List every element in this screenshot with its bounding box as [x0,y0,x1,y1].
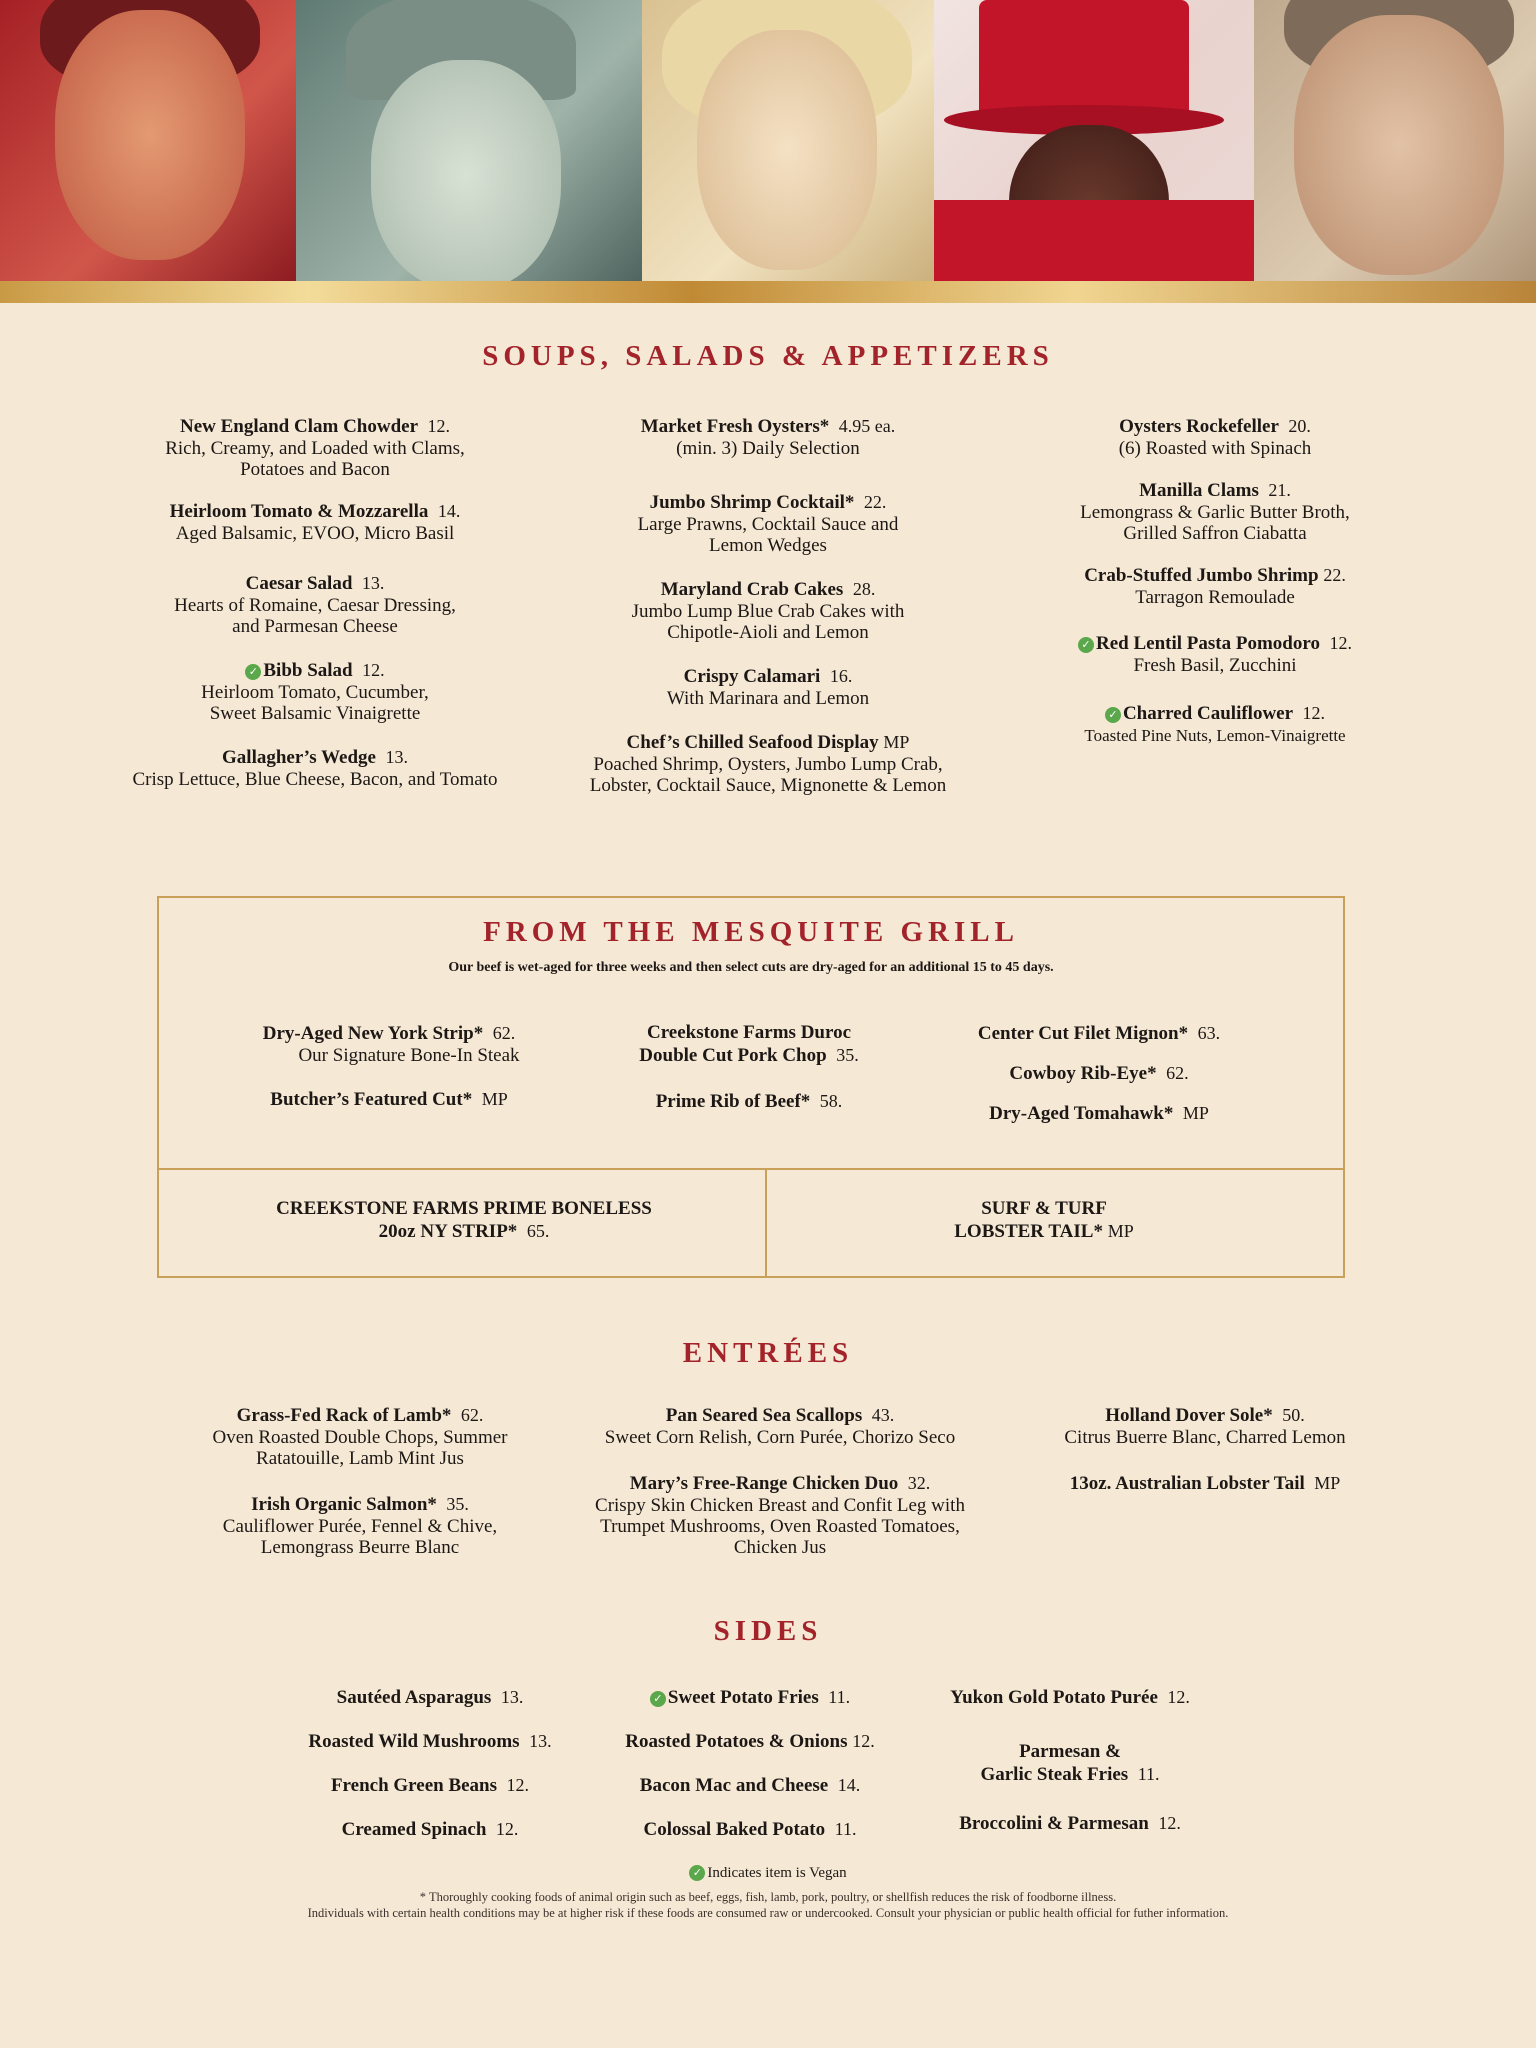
item-name: Roasted Wild Mushrooms [308,1731,520,1752]
leaf-icon: ✓ [689,1865,705,1881]
item-price: 12. [1167,1687,1190,1707]
item-description: Chipotle-Aioli and Lemon [667,622,869,643]
item-price: 11. [834,1819,857,1839]
item-price: 12. [427,416,451,436]
item-name: Sweet Potato Fries [667,1687,819,1708]
item-description: Fresh Basil, Zucchini [1133,655,1297,676]
item-price: 12. [506,1775,530,1795]
item-price: MP [1182,1103,1209,1123]
item-name: Creamed Spinach [341,1819,487,1840]
menu-item [1030,1404,1380,1448]
item-name: Parmesan & [1019,1741,1121,1762]
menu-item [100,659,530,724]
item-price: 12. [1158,1813,1181,1833]
item-name: Grass-Fed Rack of Lamb* [236,1405,452,1426]
item-description: Sweet Corn Relish, Corn Purée, Chorizo Seco [604,1427,956,1448]
item-description: Jumbo Lump Blue Crab Cakes with [631,601,905,622]
disclaimer-line-1: * Thoroughly cooking foods of animal origin such as beef, eggs, fish, lamb, pork, poultry, or shellfish reduces the risk of foodborne illness. [419,1890,1117,1904]
item-description: Sweet Balsamic Vinaigrette [209,703,421,724]
leaf-icon: ✓ [1105,707,1121,723]
item-price: 22. [863,492,887,512]
portrait-3 [642,0,934,281]
item-name: Maryland Crab Cakes [660,579,844,600]
item-name: New England Clam Chowder [179,416,419,437]
menu-item [949,1062,1249,1085]
item-name: SURF & TURF [981,1198,1107,1219]
item-price: 62. [492,1023,516,1043]
item-price: 12. [1329,633,1352,653]
item-description: Hearts of Romaine, Caesar Dressing, [174,595,456,616]
menu-item [290,1818,570,1862]
grill-column-3 [949,1022,1249,1125]
item-description: Citrus Buerre Blanc, Charred Lemon [1064,1427,1346,1448]
item-name: Bibb Salad [263,660,353,681]
item-name: Caesar Salad [245,573,353,594]
grill-box [157,896,1345,1278]
sides-section-title: SIDES [713,1615,823,1647]
soups-section-title: SOUPS, SALADS & APPETIZERS [482,340,1054,372]
item-price: 4.95 ea. [838,416,896,436]
item-name: Pan Seared Sea Scallops [665,1405,863,1426]
item-name: 20oz NY STRIP* [378,1221,518,1242]
item-price: 62. [1166,1063,1189,1083]
soups-column-2 [548,415,988,814]
item-price: 20. [1288,416,1311,436]
portrait-5 [1254,0,1536,281]
item-price: 13. [361,573,385,593]
item-name: French Green Beans [330,1775,498,1796]
item-name: Crispy Calamari [683,666,821,687]
grill-divider-horizontal [159,1168,1343,1170]
menu-item [920,1812,1220,1856]
menu-item [160,1493,560,1558]
menu-item [610,1730,890,1774]
menu-item [100,572,530,637]
item-price: MP [1107,1221,1134,1241]
portrait-2 [296,0,642,281]
menu-item [290,1730,570,1774]
item-description: Crisp Lettuce, Blue Cheese, Bacon, and Tomato [132,769,498,790]
menu-item [548,731,988,796]
item-name: Double Cut Pork Chop [639,1045,827,1066]
item-name: Broccolini & Parmesan [959,1813,1149,1834]
item-price: 35. [446,1494,469,1514]
menu-item [290,1686,570,1730]
item-name: Heirloom Tomato & Mozzarella [169,501,429,522]
item-description: Ratatouille, Lamb Mint Jus [256,1448,464,1469]
item-price: 14. [437,501,461,521]
item-description: Lemongrass & Garlic Butter Broth, [1080,502,1350,523]
item-price: MP [1314,1473,1341,1493]
menu-item [560,1404,1000,1448]
item-name: 13oz. Australian Lobster Tail [1069,1473,1305,1494]
item-name: Red Lentil Pasta Pomodoro [1096,633,1320,654]
item-name: Market Fresh Oysters* [640,416,830,437]
item-name: Charred Cauliflower [1122,703,1294,724]
item-name: Irish Organic Salmon* [251,1494,437,1515]
grill-note: Our beef is wet-aged for three weeks and then select cuts are dry-aged for an additional 15 to 45 days. [448,960,1054,975]
item-name: Oysters Rockefeller [1119,416,1279,437]
grill-section-title: FROM THE MESQUITE GRILL [483,916,1019,948]
entrees-section-title: ENTRÉES [682,1337,854,1369]
sides-column-3 [920,1686,1220,1856]
item-price: 13. [529,1731,552,1751]
menu-item [548,415,988,459]
item-price: 12. [362,660,385,680]
menu-item [560,1472,1000,1558]
item-name: Chef’s Chilled Seafood Display [626,732,879,753]
soups-column-1 [100,415,530,808]
menu-item [1040,479,1390,544]
item-name: Cowboy Rib-Eye* [1009,1063,1157,1084]
item-price: MP [883,732,910,752]
item-description: Grilled Saffron Ciabatta [1123,523,1307,544]
item-name: Creekstone Farms Duroc [646,1022,852,1043]
item-price: MP [481,1089,508,1109]
portrait-4 [934,0,1254,281]
portrait-banner [0,0,1536,281]
item-description: Lemongrass Beurre Blanc [260,1537,460,1558]
item-price: 14. [837,1775,861,1795]
item-name: Crab-Stuffed Jumbo Shrimp [1084,565,1319,586]
sides-column-2 [610,1686,890,1862]
item-description: Large Prawns, Cocktail Sauce and [637,514,899,535]
item-name: Roasted Potatoes & Onions [625,1731,848,1752]
item-description: Chicken Jus [733,1537,827,1558]
item-name: CREEKSTONE FARMS PRIME BONELESS [276,1198,652,1219]
item-description: Lobster, Cocktail Sauce, Mignonette & Lemon [589,775,947,796]
leaf-icon: ✓ [1078,637,1094,653]
item-name: Bacon Mac and Cheese [639,1775,829,1796]
item-description: Toasted Pine Nuts, Lemon-Vinaigrette [1084,726,1346,745]
item-price: 43. [871,1405,895,1425]
menu-item [100,500,530,544]
item-description: Lemon Wedges [709,535,827,556]
item-description: Poached Shrimp, Oysters, Jumbo Lump Crab, [593,754,943,775]
gold-divider [0,281,1536,303]
item-description: Tarragon Remoulade [1135,587,1295,608]
item-description: (6) Roasted with Spinach [1118,438,1312,459]
item-description: Cauliflower Purée, Fennel & Chive, [222,1516,498,1537]
disclaimer-line-2: Individuals with certain health conditions may be at higher risk if these foods are consumed raw or undercooked. Consult your physician or public health official for futher information. [307,1906,1229,1920]
item-description: and Parmesan Cheese [232,616,398,637]
entrees-column-3 [1030,1404,1380,1513]
menu-item [610,1774,890,1818]
item-name: Colossal Baked Potato [643,1819,826,1840]
item-name: LOBSTER TAIL* [954,1221,1103,1242]
item-price: 28. [852,579,876,599]
item-price: 13. [385,747,408,767]
grill-divider-vertical [765,1169,767,1277]
menu-item [599,1090,899,1113]
item-price: 32. [907,1473,931,1493]
grill-column-2 [599,1022,899,1113]
item-description: Aged Balsamic, EVOO, Micro Basil [175,523,455,544]
item-price: 58. [819,1091,843,1111]
item-name: Dry-Aged New York Strip* [262,1023,484,1044]
menu-item [1040,415,1390,459]
item-price: 12. [495,1819,519,1839]
item-description: Potatoes and Bacon [240,459,390,480]
item-price: 50. [1282,1405,1305,1425]
menu-item [290,1774,570,1818]
item-name: Butcher’s Featured Cut* [270,1089,473,1110]
entrees-column-1 [160,1404,560,1576]
menu-item [1040,564,1390,608]
item-price: 35. [836,1045,859,1065]
item-description: With Marinara and Lemon [666,688,870,709]
featured-surf-turf [799,1198,1289,1243]
menu-item [610,1818,890,1862]
item-price: 63. [1197,1023,1221,1043]
menu-item [1040,632,1390,676]
item-description: Rich, Creamy, and Loaded with Clams, [165,438,465,459]
item-price: 12. [1302,703,1326,723]
item-name: Garlic Steak Fries [980,1764,1129,1785]
item-name: Jumbo Shrimp Cocktail* [649,492,855,513]
item-name: Holland Dover Sole* [1105,1405,1273,1426]
menu-item [1040,702,1390,746]
vegan-legend [0,1865,1536,1882]
item-price: 12. [852,1731,875,1751]
soups-column-3 [1040,415,1390,764]
entrees-column-2 [560,1404,1000,1576]
menu-item [548,578,988,643]
item-name: Center Cut Filet Mignon* [977,1023,1189,1044]
item-description: Heirloom Tomato, Cucumber, [201,682,429,703]
menu-item [548,665,988,709]
item-description: Crispy Skin Chicken Breast and Confit Leg with [595,1495,965,1516]
portrait-1 [0,0,296,281]
item-description: Our Signature Bone-In Steak [298,1045,520,1066]
menu-item [949,1102,1249,1125]
menu-item [610,1686,890,1730]
menu-item [920,1741,1220,1812]
item-price: 16. [829,666,853,686]
menu-item [599,1022,899,1067]
item-description: Trumpet Mushrooms, Oven Roasted Tomatoes, [600,1516,960,1537]
item-name: Sautéed Asparagus [336,1687,492,1708]
item-description: (min. 3) Daily Selection [676,438,860,459]
grill-column-1 [219,1022,559,1111]
item-price: 11. [828,1687,851,1707]
menu-item [219,1088,559,1111]
menu-item [548,491,988,556]
item-price: 65. [526,1221,550,1241]
item-price: 21. [1268,480,1291,500]
sides-column-1 [290,1686,570,1862]
item-name: Manilla Clams [1139,480,1259,501]
featured-strip [199,1198,729,1243]
disclaimer [0,1889,1536,1921]
item-price: 62. [460,1405,484,1425]
menu-item [219,1022,559,1045]
vegan-legend-text: Indicates item is Vegan [707,1865,847,1881]
menu-item [100,415,530,480]
menu-item [949,1022,1249,1045]
leaf-icon: ✓ [650,1691,666,1707]
item-description: Oven Roasted Double Chops, Summer [212,1427,508,1448]
item-name: Mary’s Free-Range Chicken Duo [629,1473,899,1494]
menu-item [160,1404,560,1469]
item-price: 22. [1323,565,1346,585]
item-name: Gallagher’s Wedge [222,747,376,768]
menu-item [1030,1472,1380,1495]
item-name: Yukon Gold Potato Purée [950,1687,1158,1708]
menu-item [920,1686,1220,1741]
item-name: Dry-Aged Tomahawk* [989,1103,1174,1124]
item-price: 13. [500,1687,524,1707]
item-price: 11. [1137,1764,1160,1784]
item-name: Prime Rib of Beef* [655,1091,811,1112]
leaf-icon: ✓ [245,664,261,680]
menu-item [100,746,530,790]
